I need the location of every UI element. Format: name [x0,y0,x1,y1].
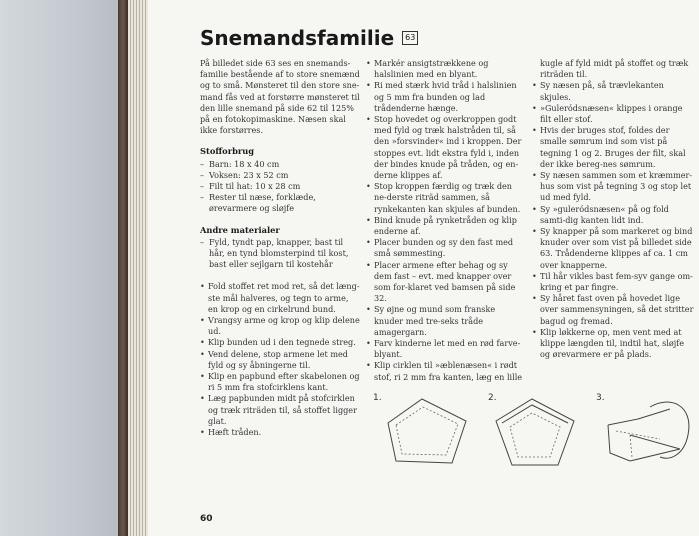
list-item: • »Guleródsnæsen« klippes i orange filt eller stof. [532,103,696,125]
diagram-label-2: 2. [488,393,497,403]
list-item: • Sy næsen på, så trævlekanten skjules. [532,80,696,102]
list-item: – Fyld, tyndt pap, knapper, bast til hår, en tynd blomsterpind til kost, bast eller sejlgarn til kostehår [200,237,360,271]
list-item: • Sy knapper på som markeret og bind knuder over som vist på billedet side 63. Trådenderne klippes af ca. 1 cm over knapperne. [532,226,696,271]
column-2 [366,58,526,383]
list-item: • Placer bunden og sy den fast med små sømmesting. [366,237,526,259]
list-item: • Klip bunden ud i den tegnede streg. [200,337,360,348]
nose-fold-diagram-2 [492,395,578,469]
list-item: • Klip cirklen til »æblenæsen« i rødt stof, ri 2 mm fra kanten, læg en lille [366,360,526,382]
list-item: • Fold stoffet ret mod ret, så det læng-ste mål halveres, og tegn to arme, en krop og en cirkelrund bund. [200,281,360,315]
list-item: • Sy »guleródsnæsen« på og fold samti-dig kanten lidt ind. [532,204,696,226]
list-item: • Sy håret fast oven på hovedet lige over sammensyningen, så det stritter bagud og fremad. [532,293,696,327]
list-item: • Vend delene, stop armene let med fyld og sy åbningerne til. [200,349,360,371]
book-spine-background [0,0,122,536]
steps-list-2 [366,58,526,383]
nose-fold-diagram-1 [380,395,472,467]
list-item: • Farv kinderne let med en rød farve-blyant. [366,338,526,360]
list-item: • Klip løkkerne op, men vent med at klippe længden til, indtil hat, sløjfe og ørevarmere er på plads. [532,327,696,361]
list-item: • Markér ansigtstrækkene og halslinien med en blyant. [366,58,526,80]
list-item: – Voksen: 23 x 52 cm [200,170,360,181]
continuation-text: kugle af fyld midt på stoffet og træk riträden til. [540,58,689,80]
materialer-heading: Andre materialer [200,224,280,235]
diagram-label-1: 1. [373,393,382,403]
list-item: • Sy øjne og mund som franske knuder med tre-seks tråde amagergarn. [366,304,526,338]
list-item: • Stop kroppen færdig og træk den ne-derste riträd sammen, så rynkekanten kan skjules af bunden. [366,181,526,215]
column-1 [200,58,360,438]
nose-cone-diagram-3 [600,395,694,469]
diagram-label-3: 3. [596,393,605,403]
list-item: • Vrangsy arme og krop og klip delene ud. [200,315,360,337]
list-item: • Læg papbunden midt på stofcirklen og træk riträden til, så stoffet ligger glat. [200,393,360,427]
list-item: • Til hår vikles bast fem-syv gange om-kring et par fingre. [532,271,696,293]
steps-list-3 [532,80,696,360]
book-page-edges [128,0,148,536]
list-item: • Klip en papbund efter skabelonen og ri 5 mm fra stofcirklens kant. [200,371,360,393]
book-binding-edge [118,0,128,536]
book-page [148,0,699,536]
list-item: • Placer armene efter behag og sy dem fast – evt. med knapper over som for-klaret ved bamsen på side 32. [366,260,526,305]
intro-paragraph: På billedet side 63 ses en snemands-familie bestående af to store snemænd og to små. Mønsteret til den store sne-mand fås ved at forstørre mønsteret til den lille snemand på side 62 til 125% på en fotokopimaskine. Næsen skal ikke forstørres. [200,58,360,136]
list-item: • Stop hovedet og overkroppen godt med fyld og træk halstråden til, så den »forsvinder« ind i kroppen. Der stoppes evt. lidt ekstra fyld i, inden der bindes knude på tråden, og en-derne klippes af. [366,114,526,181]
list-item: • Hæft tråden. [200,427,360,438]
materialer-list [200,237,360,271]
list-item: – Rester til næse, forklæde, ørevarmere og sløjfe [200,192,360,214]
page-title [200,26,418,50]
steps-list-1 [200,281,360,438]
list-item: • Ri med stærk hvid tråd i halslinien og 5 mm fra bunden og lad trådenderne hænge. [366,80,526,114]
title-text: Snemandsfamilie [200,26,395,50]
stofforbrug-list [200,159,360,215]
list-item: • Sy næsen sammen som et kræmmer-hus som vist på tegning 3 og stop let ud med fyld. [532,170,696,204]
stofforbrug-heading: Stofforbrug [200,146,255,157]
column-3 [532,58,696,360]
list-item: • Hvis der bruges stof, foldes der smalle sømrum ind som vist på tegning 1 og 2. Bruges der filt, skal der ikke bereg-nes sømrum. [532,125,696,170]
list-item: • Bind knude på rynketråden og klip enderne af. [366,215,526,237]
page-reference-badge: 63 [402,31,418,45]
list-item: – Filt til hat: 10 x 28 cm [200,181,360,192]
list-item: – Barn: 18 x 40 cm [200,159,360,170]
page-number: 60 [200,514,213,524]
